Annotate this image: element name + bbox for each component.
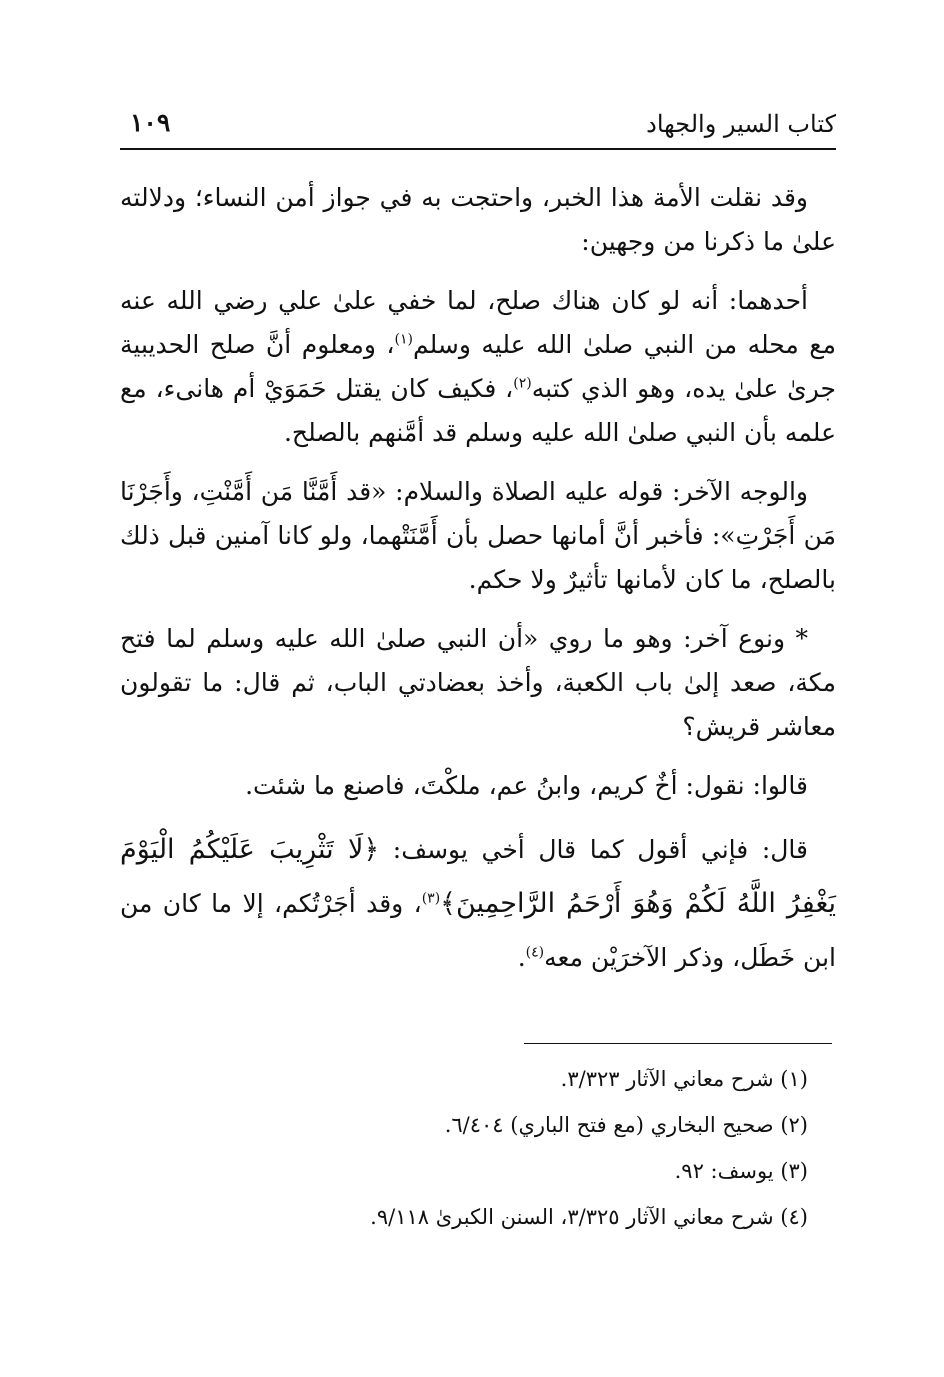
paragraph-6-lead: قال: فإني أقول كما قال أخي يوسف: — [379, 835, 809, 864]
footnote-ref-2: (٢) — [513, 375, 532, 392]
paragraph-6 — [120, 823, 836, 985]
running-header — [120, 104, 836, 150]
footnote-1: (١) شرح معاني الآثار ٣/٣٢٣. — [560, 1067, 808, 1091]
footnote-3: (٣) يوسف: ٩٢. — [674, 1159, 808, 1183]
footnote-divider — [524, 1043, 832, 1044]
paragraph-2-part-3: ، فكيف كان يقتل حَمَوَيْ أم هانىء، مع علمه بأن النبي صلىٰ الله عليه وسلم قد أمَّنهم بالصلح. — [120, 374, 836, 447]
paragraph-3: والوجه الآخر: قوله عليه الصلاة والسلام: «قد أَمَّنَّا مَن أَمَّنْتِ، وأَجَرْنَا مَن أَجَرْتِ»: فأخبر أنَّ أمانها حصل بأن أَمَّنَتْهما، ولو كانا آمنين قبل ذلك بالصلح، ما كان لأمانها تأثيرٌ ولا حكم. — [120, 477, 836, 594]
main-text — [120, 176, 836, 1000]
footnote-ref-3: (٣) — [421, 890, 441, 907]
footnote-4: (٤) شرح معاني الآثار ٣/٣٢٥، السنن الكبرىٰ ٩/١١٨. — [370, 1205, 808, 1229]
paragraph-5: قالوا: نقول: أخٌ كريم، وابنُ عم، ملكْتَ، فاصنع ما شئت. — [245, 771, 808, 800]
paragraph-2 — [120, 279, 836, 455]
footnotes — [120, 1062, 808, 1246]
paragraph-1: وقد نقلت الأمة هذا الخبر، واحتجت به في جواز أمن النساء؛ ودلالته علىٰ ما ذكرنا من وجهين: — [120, 183, 836, 256]
footnote-2: (٢) صحيح البخاري (مع فتح الباري) ٦/٤٠٤. — [444, 1113, 808, 1137]
quran-verse: ﴿لَا تَثْرِيبَ عَلَيْكُمُ الْيَوْمَ يَغْفِرُ اللَّهُ لَكُمْ وَهُوَ أَرْحَمُ الرَّاحِمِينَ﴾ — [120, 834, 836, 919]
paragraph-6-end: . — [517, 943, 526, 972]
page-number: ١٠٩ — [130, 108, 171, 137]
footnote-ref-4: (٤) — [525, 944, 545, 961]
footnote-ref-1: (١) — [394, 331, 413, 348]
paragraph-2-part-1: أحدهما: أنه لو كان هناك صلح، لما خفي علىٰ علي رضي الله عنه مع محله من النبي صلىٰ الله عليه وسلم — [120, 286, 836, 359]
chapter-title: كتاب السير والجهاد — [646, 110, 836, 138]
paragraph-4: * ونوع آخر: وهو ما روي «أن النبي صلىٰ الله عليه وسلم لما فتح مكة، صعد إلىٰ باب الكعبة، وأخذ بعضادتي الباب، ثم قال: ما تقولون معاشر قريش؟ — [120, 624, 836, 741]
paragraph-6-middle: ، وقد أجَرْتُكم، إلا ما كان من ابن خَطَل، وذكر الآخرَيْن معه — [120, 889, 836, 972]
paragraph-2-part-2: ، ومعلوم أنَّ صلح الحديبية جرىٰ علىٰ يده، وهو الذي كتبه — [120, 330, 836, 403]
